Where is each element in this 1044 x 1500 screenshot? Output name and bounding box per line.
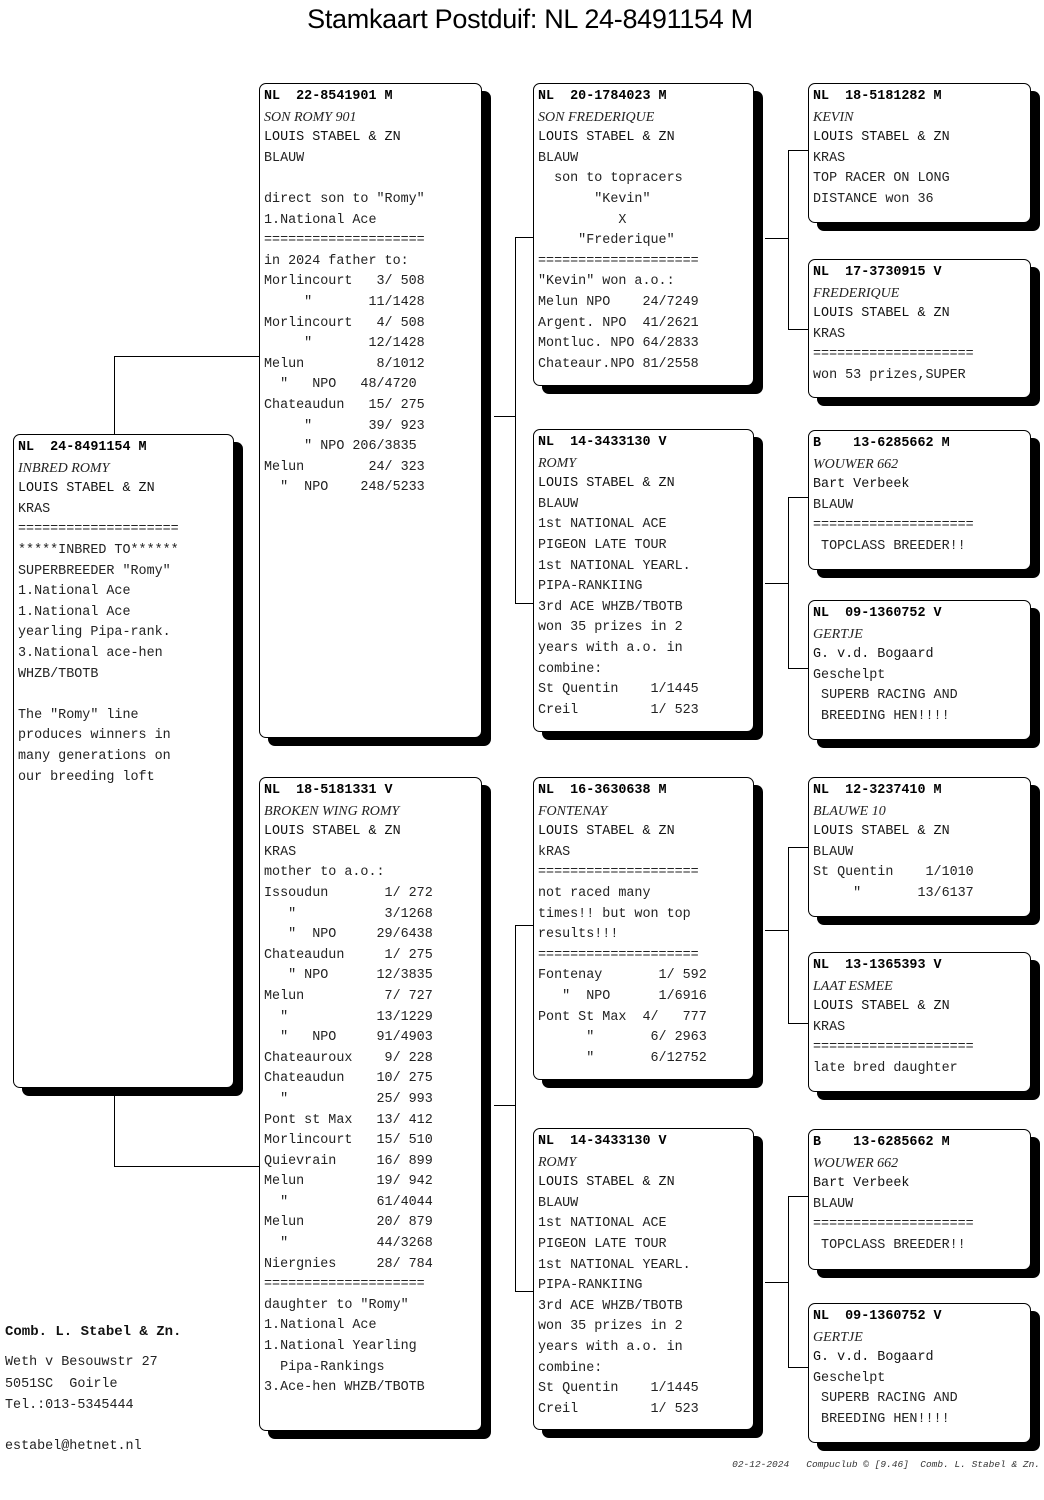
info-line: direct son to "Romy" (264, 191, 425, 207)
print-stamp: 02-12-2024 Compuclub © [9.46] Comb. L. Stabel & Zn. (732, 1459, 1040, 1470)
info-line: 1.National Yearling (264, 1339, 417, 1355)
pigeon-color: Geschelpt (813, 1370, 886, 1386)
pigeon-color: BLAUW (813, 1196, 854, 1212)
info-line: Pont st Max 13/ 412 (264, 1112, 433, 1128)
breeder-name: LOUIS STABEL & ZN (813, 306, 950, 322)
ring-number: NL 18-5181331 V (264, 783, 393, 798)
pedigree-card-father[interactable] (259, 83, 482, 738)
info-line: Montluc. NPO 64/2833 (538, 336, 699, 352)
info-line: late bred daughter (813, 1060, 958, 1076)
connector-line (765, 583, 788, 584)
info-line: 1st NATIONAL ACE (538, 1216, 667, 1232)
info-line: " 13/1229 (264, 1009, 433, 1025)
info-line: ==================== (813, 347, 974, 363)
breeder-name: LOUIS STABEL & ZN (538, 476, 675, 492)
info-line: won 53 prizes,SUPER (813, 367, 966, 383)
connector-line (788, 847, 810, 1024)
info-line: combine: (538, 661, 603, 677)
pedigree-card-mm-sire[interactable] (808, 1129, 1031, 1270)
info-line: Quievrain 16/ 899 (264, 1153, 433, 1169)
connector-line (765, 930, 788, 931)
info-line: St Quentin 1/1010 (813, 865, 974, 881)
pedigree-card-fm-dam[interactable] (808, 600, 1031, 740)
breeder-name: LOUIS STABEL & ZN (538, 130, 675, 146)
info-line: in 2024 father to: (264, 253, 409, 269)
loft-phone: Tel.:013-5345444 (5, 1398, 134, 1413)
info-line: " 3/1268 (264, 906, 433, 922)
info-line: Morlincourt 15/ 510 (264, 1133, 433, 1149)
breeder-name: G. v.d. Bogaard (813, 1350, 934, 1366)
page-title: Stamkaart Postduif: NL 24-8491154 M (307, 4, 753, 34)
info-line: X (538, 212, 627, 228)
info-line: WHZB/TBOTB (18, 666, 99, 682)
ring-number: NL 20-1784023 M (538, 89, 667, 104)
info-line: 1st NATIONAL ACE (538, 517, 667, 533)
info-line: Niergnies 28/ 784 (264, 1256, 433, 1272)
pedigree-card-mm-dam[interactable] (808, 1303, 1031, 1443)
pigeon-color: KRAS (813, 150, 846, 166)
info-line: 1.National Ace (18, 584, 131, 600)
info-line (264, 169, 477, 190)
pigeon-name: ROMY (538, 1154, 577, 1170)
info-line: " NPO 1/6916 (538, 988, 707, 1004)
info-line: DISTANCE won 36 (813, 191, 934, 207)
pigeon-name: ROMY (538, 455, 577, 471)
info-line: 1.National Ace (18, 604, 131, 620)
info-line: Melun NPO 24/7249 (538, 294, 699, 310)
info-line: BREEDING HEN!!!! (813, 1411, 950, 1427)
loft-email[interactable]: estabel@hetnet.nl (5, 1439, 142, 1454)
pedigree-card-father-sire[interactable] (533, 83, 754, 386)
connector-line (494, 416, 515, 417)
breeder-name: G. v.d. Bogaard (813, 647, 934, 663)
ring-number: NL 09-1360752 V (813, 606, 942, 621)
connector-line (515, 237, 535, 604)
pigeon-color: BLAUW (813, 844, 854, 860)
info-line: mother to a.o.: (264, 865, 385, 881)
connector-line (788, 1196, 810, 1368)
ring-number: NL 12-3237410 M (813, 783, 942, 798)
pigeon-name: SON FREDERIQUE (538, 109, 655, 125)
pigeon-color: kRAS (538, 844, 571, 860)
pigeon-name: GERTJE (813, 1329, 863, 1345)
info-line: " NPO 248/5233 (264, 480, 425, 496)
connector-line (114, 1096, 261, 1167)
ring-number: NL 13-1365393 V (813, 958, 942, 973)
info-line: " NPO 12/3835 (264, 968, 433, 984)
connector-line (494, 1105, 515, 1106)
connector-line (114, 356, 261, 435)
info-line: "Frederique" (538, 233, 675, 249)
info-line: years with a.o. in (538, 1339, 683, 1355)
info-line: produces winners in (18, 728, 171, 744)
breeder-name: LOUIS STABEL & ZN (813, 130, 950, 146)
ring-number: NL 24-8491154 M (18, 440, 147, 455)
connector-line (788, 150, 810, 330)
info-line: Chateaur.NPO 81/2558 (538, 356, 699, 372)
info-line: PIGEON LATE TOUR (538, 537, 667, 553)
info-line: Melun 8/1012 (264, 356, 425, 372)
info-line: 1.National Ace (264, 1318, 377, 1334)
info-line: TOPCLASS BREEDER!! (813, 1237, 966, 1253)
info-line: Fontenay 1/ 592 (538, 968, 707, 984)
pigeon-color: KRAS (18, 501, 51, 517)
connector-line (788, 497, 810, 669)
pigeon-name: LAAT ESMEE (813, 978, 893, 994)
info-line: Pont St Max 4/ 777 (538, 1009, 707, 1025)
info-line: PIGEON LATE TOUR (538, 1236, 667, 1252)
info-line: Melun 19/ 942 (264, 1174, 433, 1190)
info-line: Creil 1/ 523 (538, 702, 699, 718)
pigeon-name: KEVIN (813, 109, 854, 125)
pedigree-card-mf-dam[interactable] (808, 952, 1031, 1092)
info-line: many generations on (18, 748, 171, 764)
breeder-name: LOUIS STABEL & ZN (264, 130, 401, 146)
pigeon-color: BLAUW (538, 1195, 579, 1211)
info-line: Morlincourt 3/ 508 (264, 274, 425, 290)
info-line: Melun 20/ 879 (264, 1215, 433, 1231)
info-line: Issoudun 1/ 272 (264, 885, 433, 901)
info-line: Chateaudun 15/ 275 (264, 397, 425, 413)
info-line: yearling Pipa-rank. (18, 625, 171, 641)
info-line: Creil 1/ 523 (538, 1401, 699, 1417)
info-line: " 61/4044 (264, 1194, 433, 1210)
info-line: 3.Ace-hen WHZB/TBOTB (264, 1380, 425, 1396)
info-line: " 6/ 2963 (538, 1030, 707, 1046)
info-line: combine: (538, 1360, 603, 1376)
info-line: Chateauroux 9/ 228 (264, 1050, 433, 1066)
info-line: 3rd ACE WHZB/TBOTB (538, 1298, 683, 1314)
info-line: Argent. NPO 41/2621 (538, 315, 699, 331)
pigeon-name: FREDERIQUE (813, 285, 900, 301)
breeder-name: Bart Verbeek (813, 1176, 910, 1192)
info-line: " NPO 48/4720 (264, 377, 417, 393)
breeder-name: LOUIS STABEL & ZN (538, 824, 675, 840)
pedigree-card-ff-dam[interactable] (808, 259, 1031, 398)
pigeon-color: BLAUW (813, 497, 854, 513)
pigeon-color: KRAS (264, 844, 297, 860)
ring-number: NL 09-1360752 V (813, 1309, 942, 1324)
ring-number: NL 17-3730915 V (813, 265, 942, 280)
ring-number: NL 18-5181282 M (813, 89, 942, 104)
info-line: " NPO 29/6438 (264, 927, 433, 943)
pedigree-card-subject[interactable] (13, 434, 234, 1088)
info-line: " 25/ 993 (264, 1091, 433, 1107)
info-line: son to topracers (538, 171, 683, 187)
ring-number: NL 16-3630638 M (538, 783, 667, 798)
loft-city: 5051SC Goirle (5, 1377, 118, 1392)
pigeon-color: BLAUW (538, 496, 579, 512)
loft-street: Weth v Besouwstr 27 (5, 1355, 158, 1370)
info-line: 3rd ACE WHZB/TBOTB (538, 599, 683, 615)
ring-number: NL 22-8541901 M (264, 89, 393, 104)
pigeon-name: INBRED ROMY (18, 460, 110, 476)
info-line: ==================== (538, 865, 699, 881)
info-line: 1st NATIONAL YEARL. (538, 558, 691, 574)
info-line: Morlincourt 4/ 508 (264, 315, 425, 331)
pedigree-card-fm-sire[interactable] (808, 430, 1031, 570)
info-line: SUPERBREEDER "Romy" (18, 563, 171, 579)
info-line: " NPO 206/3835 (264, 439, 417, 455)
info-line: won 35 prizes in 2 (538, 620, 683, 636)
pigeon-name: WOUWER 662 (813, 456, 899, 472)
pigeon-name: GERTJE (813, 626, 863, 642)
info-line: SUPERB RACING AND (813, 1391, 958, 1407)
connector-line (765, 1282, 788, 1283)
connector-line (765, 238, 788, 239)
info-line: Chateaudun 10/ 275 (264, 1071, 433, 1087)
info-line: PIPA-RANKIING (538, 1278, 643, 1294)
info-line: ==================== (264, 1277, 425, 1293)
info-line: years with a.o. in (538, 640, 683, 656)
info-line: 3.National ace-hen (18, 645, 163, 661)
info-line: our breeding loft (18, 769, 155, 785)
pedigree-card-father-dam[interactable] (533, 429, 754, 732)
breeder-name: LOUIS STABEL & ZN (813, 824, 950, 840)
info-line: 1st NATIONAL YEARL. (538, 1257, 691, 1273)
breeder-name: LOUIS STABEL & ZN (813, 999, 950, 1015)
loft-name: Comb. L. Stabel & Zn. (5, 1324, 182, 1340)
pigeon-name: SON ROMY 901 (264, 109, 357, 125)
breeder-name: LOUIS STABEL & ZN (264, 824, 401, 840)
pigeon-color: BLAUW (264, 150, 305, 166)
info-line: " 12/1428 (264, 336, 425, 352)
info-line (18, 685, 229, 706)
info-line: ==================== (813, 1040, 974, 1056)
info-line: " 13/6137 (813, 885, 974, 901)
pigeon-name: WOUWER 662 (813, 1155, 899, 1171)
info-line: Melun 7/ 727 (264, 988, 433, 1004)
info-line: The "Romy" line (18, 707, 139, 723)
info-line: BREEDING HEN!!!! (813, 708, 950, 724)
ring-number: NL 14-3433130 V (538, 1134, 667, 1149)
breeder-name: Bart Verbeek (813, 477, 910, 493)
info-line: " 6/12752 (538, 1050, 707, 1066)
info-line: ==================== (538, 947, 699, 963)
pigeon-color: BLAUW (538, 150, 579, 166)
breeder-name: LOUIS STABEL & ZN (18, 481, 155, 497)
pedigree-card-mf-sire[interactable] (808, 777, 1031, 917)
info-line: "Kevin" (538, 191, 651, 207)
info-line: TOP RACER ON LONG (813, 171, 950, 187)
info-line: "Kevin" won a.o.: (538, 274, 675, 290)
info-line: not raced many (538, 885, 651, 901)
info-line: PIPA-RANKIING (538, 579, 643, 595)
info-line: ==================== (813, 518, 974, 534)
ring-number: NL 14-3433130 V (538, 435, 667, 450)
pedigree-card-ff-sire[interactable] (808, 83, 1031, 223)
breeder-name: LOUIS STABEL & ZN (538, 1175, 675, 1191)
info-line: results!!! (538, 927, 619, 943)
info-line: ==================== (264, 233, 425, 249)
pigeon-color: KRAS (813, 1019, 846, 1035)
pigeon-name: BROKEN WING ROMY (264, 803, 400, 819)
pigeon-color: KRAS (813, 326, 846, 342)
info-line: " NPO 91/4903 (264, 1030, 433, 1046)
ring-number: B 13-6285662 M (813, 1135, 950, 1150)
info-line: daughter to "Romy" (264, 1297, 409, 1313)
info-line: Melun 24/ 323 (264, 459, 425, 475)
info-line: St Quentin 1/1445 (538, 1381, 699, 1397)
pedigree-card-mother-sire[interactable] (533, 777, 754, 1080)
pigeon-name: FONTENAY (538, 803, 608, 819)
info-line: " 39/ 923 (264, 418, 425, 434)
info-line: Chateaudun 1/ 275 (264, 947, 433, 963)
info-line: TOPCLASS BREEDER!! (813, 538, 966, 554)
info-line: St Quentin 1/1445 (538, 682, 699, 698)
pedigree-card-mother[interactable] (259, 777, 482, 1431)
info-line: Pipa-Rankings (264, 1359, 385, 1375)
info-line: ==================== (538, 253, 699, 269)
info-line: *****INBRED TO****** (18, 542, 179, 558)
pedigree-card-mother-dam[interactable] (533, 1128, 754, 1430)
info-line: " 11/1428 (264, 294, 425, 310)
info-line: 1.National Ace (264, 212, 377, 228)
info-line: SUPERB RACING AND (813, 688, 958, 704)
connector-line (515, 925, 535, 1292)
ring-number: B 13-6285662 M (813, 436, 950, 451)
pigeon-name: BLAUWE 10 (813, 803, 886, 819)
pigeon-color: Geschelpt (813, 667, 886, 683)
info-line: " 44/3268 (264, 1236, 433, 1252)
info-line: won 35 prizes in 2 (538, 1319, 683, 1335)
info-line: ==================== (18, 522, 179, 538)
info-line: ==================== (813, 1217, 974, 1233)
info-line: times!! but won top (538, 906, 691, 922)
